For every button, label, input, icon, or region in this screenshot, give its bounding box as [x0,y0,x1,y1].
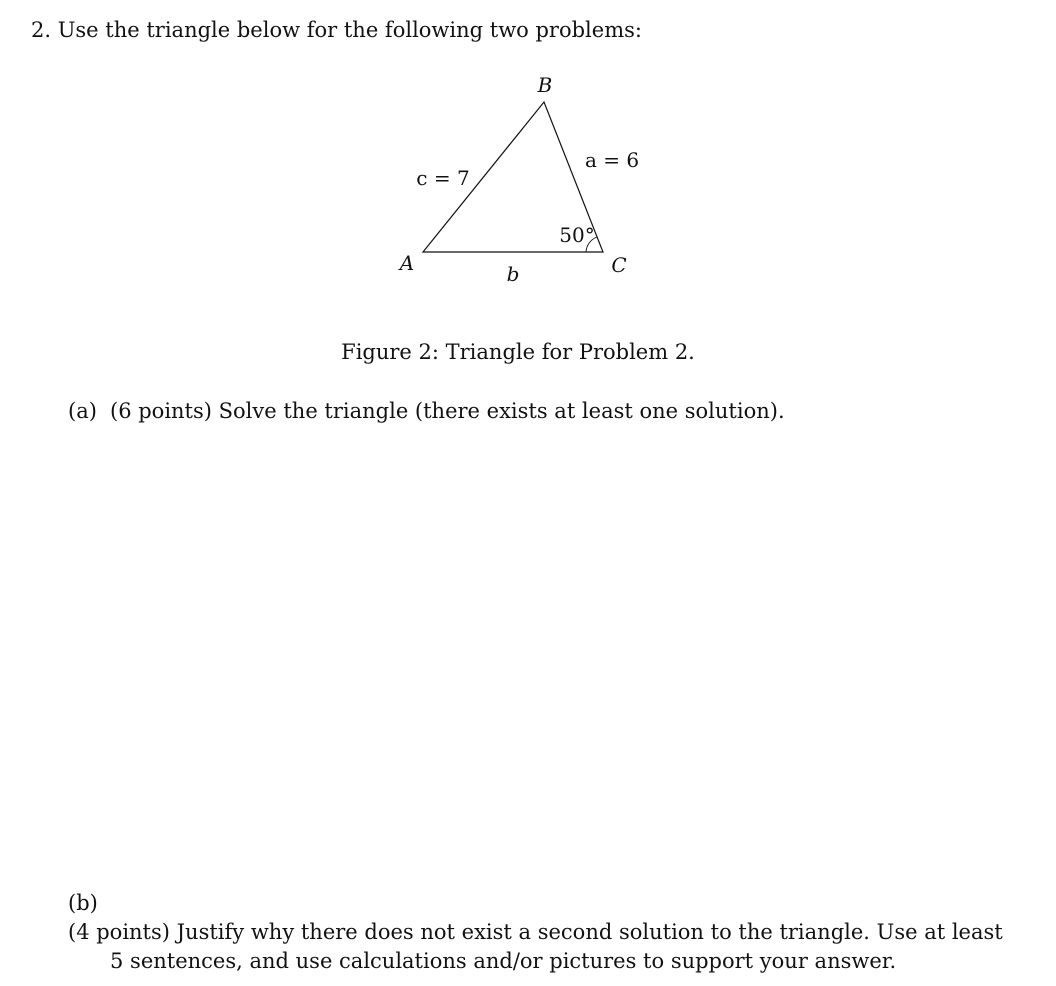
side-label-c: c = 7 [416,166,470,190]
vertex-label-b: B [537,73,553,97]
side-label-a: a = 6 [584,148,640,172]
vertex-label-c: C [611,253,627,277]
part-a-text: (6 points) Solve the triangle (there exists at least one solution). [110,399,785,423]
figure-caption: Figure 2: Triangle for Problem 2. [341,340,695,364]
part-b [68,889,1028,976]
part-b-marker: (b) [68,891,98,915]
part-b-text-line1: (4 points) Justify why there does not exist a second solution to the triangle. Use at least [68,920,1003,944]
triangle-diagram [0,0,1056,330]
problem-heading: 2. Use the triangle below for the following two problems: [31,18,642,42]
triangle-figure [0,0,1056,330]
side-label-b: b [506,262,520,286]
part-a-marker: (a) [68,399,97,423]
vertex-label-a: A [399,251,415,275]
part-a [68,397,785,426]
angle-label-c: 50° [559,223,595,247]
part-b-text-line2: 5 sentences, and use calculations and/or pictures to support your answer. [110,949,897,973]
